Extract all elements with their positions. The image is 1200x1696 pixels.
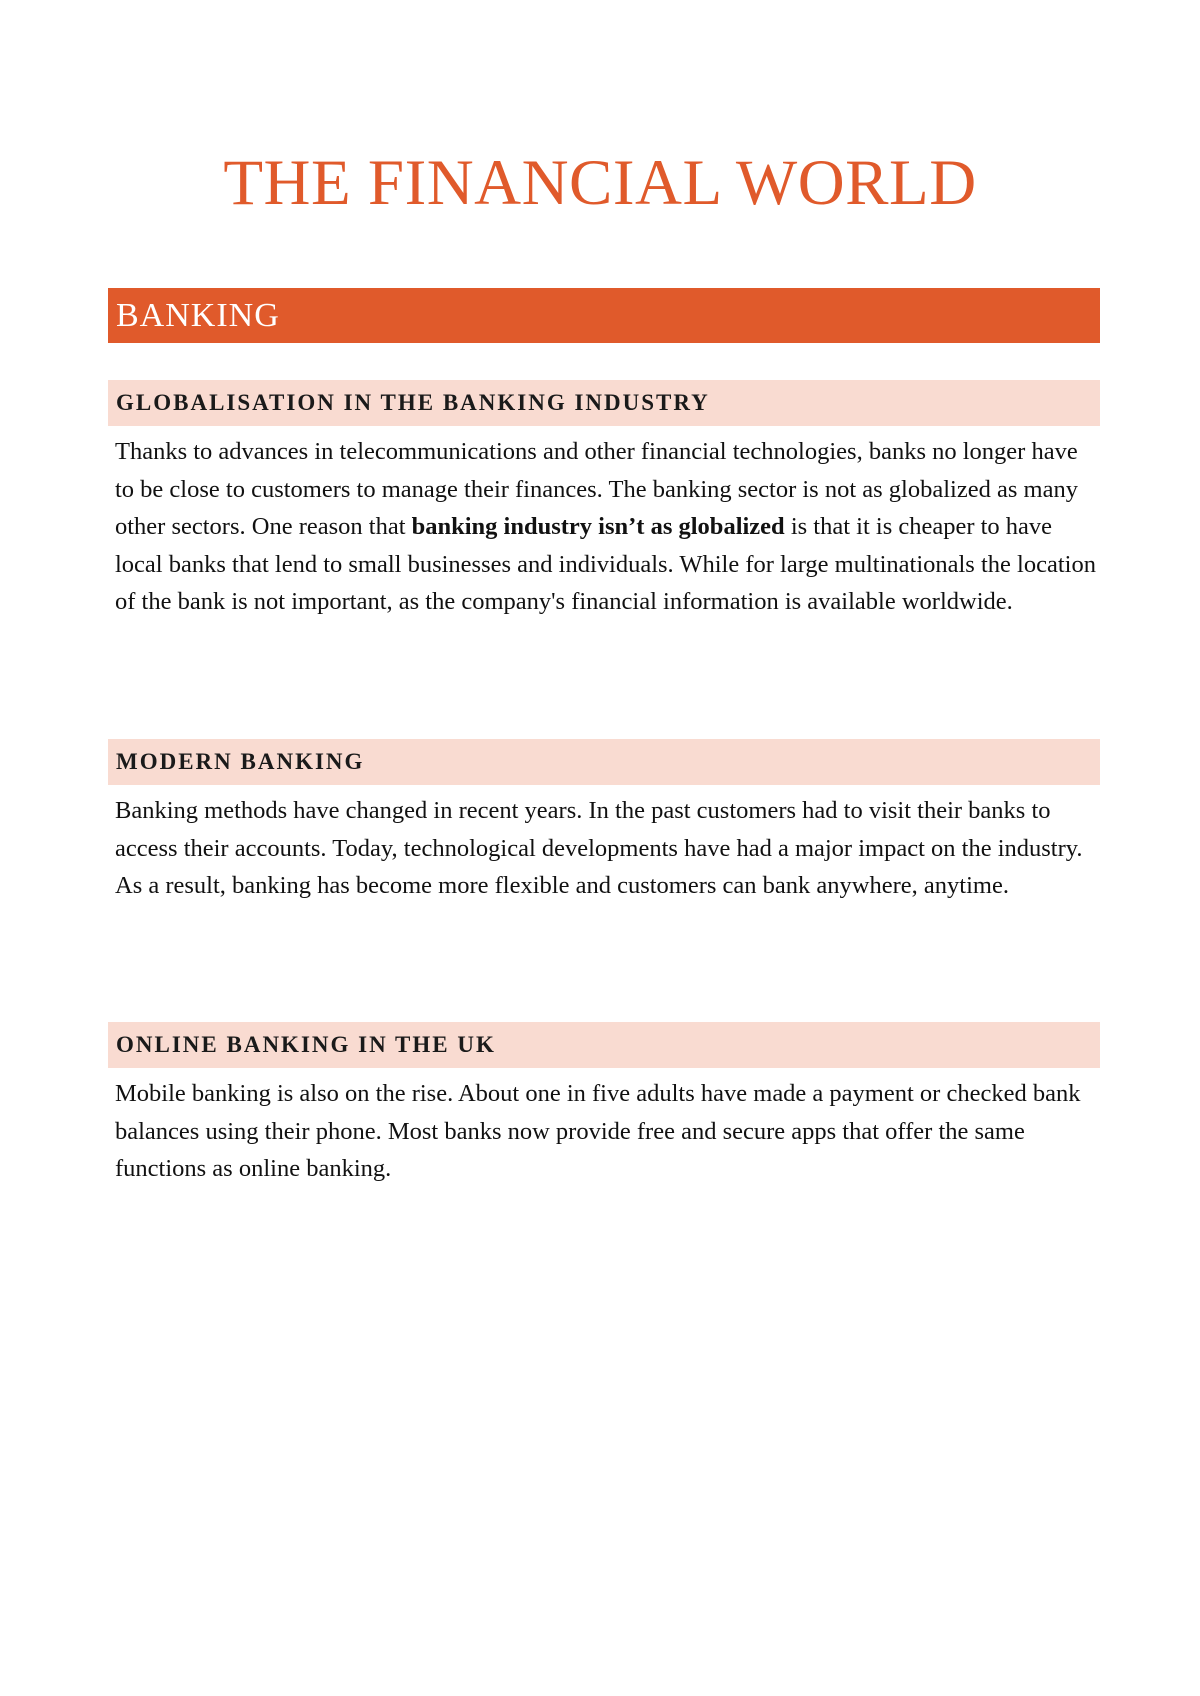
subheading-label: MODERN BANKING [116, 749, 365, 774]
subheading-globalisation [108, 380, 1100, 426]
page-title: THE FINANCIAL WORLD [223, 147, 977, 219]
subheading-online-banking [108, 1022, 1100, 1068]
paragraph-text: Banking methods have changed in recent years. In the past customers had to visit their banks to access their accounts. Today, technological developments have had a major impact on the industry. As a result, banking has become more flexible and customers can bank anywhere, anytime. [115, 797, 1083, 899]
subheading-label: ONLINE BANKING IN THE UK [116, 1032, 496, 1057]
paragraph-modern-banking [115, 792, 1100, 905]
paragraph-online-banking [115, 1075, 1100, 1188]
subheading-label: GLOBALISATION IN THE BANKING INDUSTRY [116, 390, 710, 415]
paragraph-bold-phrase: banking industry isn’t as globalized [411, 513, 785, 540]
paragraph-globalisation [115, 433, 1100, 621]
section-header-banking [108, 288, 1100, 343]
section-title: BANKING [116, 296, 280, 334]
paragraph-text: Mobile banking is also on the rise. About one in five adults have made a payment or checked bank balances using their phone. Most banks now provide free and secure apps that offer the same functions as online banking. [115, 1080, 1081, 1182]
paragraph-text: is that it is cheaper to have local banks that lend to small businesses and individuals. While for large multinationals the location of the bank is not important, as the company's financial information is available worldwide. [115, 513, 1096, 615]
subheading-modern-banking [108, 739, 1100, 785]
paragraph-text: Thanks to advances in telecommunications and other financial technologies, banks no longer have to be close to customers to manage their finances. The banking sector is not as globalized as many other sectors. One reason that [115, 438, 1078, 540]
